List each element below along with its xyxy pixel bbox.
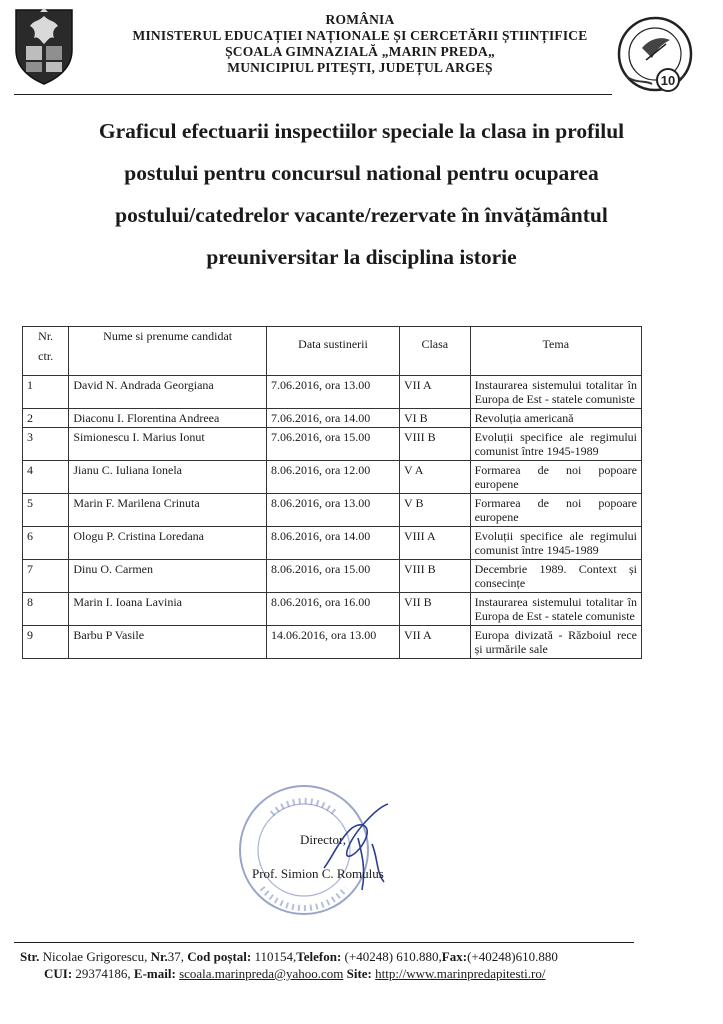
footer-fax-label: Fax: <box>441 949 468 964</box>
footer-contact <box>20 948 710 982</box>
header-class <box>400 327 471 376</box>
cell-name: Jianu C. Iuliana Ionela <box>69 461 267 494</box>
footer-cui: 29374186, <box>72 966 134 981</box>
cell-class: VII A <box>400 376 471 409</box>
cell-nr: 6 <box>23 527 69 560</box>
footer-postal-label: Cod poștal: <box>187 949 252 964</box>
cell-date: 8.06.2016, ora 13.00 <box>266 494 399 527</box>
footer-street-label: Str. <box>20 949 40 964</box>
footer-line-2 <box>20 965 710 982</box>
header-name <box>69 327 267 376</box>
table-row <box>23 461 642 494</box>
header-date <box>266 327 399 376</box>
cell-class: VII A <box>400 626 471 659</box>
cell-tema: Evoluții specifice ale regimului comunist între 1945-1989 <box>470 428 641 461</box>
header-tema-label: Tema <box>542 337 570 351</box>
cell-nr: 4 <box>23 461 69 494</box>
header-nr <box>23 327 69 376</box>
institution-header <box>100 12 620 76</box>
cell-date: 8.06.2016, ora 15.00 <box>266 560 399 593</box>
header-divider <box>14 94 612 95</box>
footer-line-1 <box>20 948 710 965</box>
cell-date: 7.06.2016, ora 15.00 <box>266 428 399 461</box>
header-name-label: Nume si prenume candidat <box>103 329 233 343</box>
cell-class: VII B <box>400 593 471 626</box>
cell-tema: Decembrie 1989. Context și consecințe <box>470 560 641 593</box>
cell-date: 8.06.2016, ora 16.00 <box>266 593 399 626</box>
footer-site-label: Site: <box>346 966 372 981</box>
footer-email-label: E-mail: <box>133 966 176 981</box>
cell-tema: Evoluții specifice ale regimului comunist între 1945-1989 <box>470 527 641 560</box>
footer-cui-label: CUI: <box>44 966 73 981</box>
cell-nr: 8 <box>23 593 69 626</box>
title-line-1: Graficul efectuarii inspectiilor speciale la clasa in profilul <box>98 119 625 143</box>
cell-nr: 5 <box>23 494 69 527</box>
inspection-schedule-table <box>22 326 642 659</box>
table-body <box>23 376 642 659</box>
header-nr-line1: Nr. <box>38 329 54 343</box>
footer-email-link[interactable]: scoala.marinpreda@yahoo.com <box>179 966 344 981</box>
table-row <box>23 376 642 409</box>
footer-divider <box>14 942 634 943</box>
cell-date: 7.06.2016, ora 14.00 <box>266 409 399 428</box>
cell-class: VIII A <box>400 527 471 560</box>
cell-name: Diaconu I. Florentina Andreea <box>69 409 267 428</box>
cell-name: Barbu P Vasile <box>69 626 267 659</box>
table-row <box>23 409 642 428</box>
cell-class: VIII B <box>400 560 471 593</box>
footer-nr: 37, <box>167 949 188 964</box>
cell-date: 7.06.2016, ora 13.00 <box>266 376 399 409</box>
cell-tema: Formarea de noi popoare europene <box>470 494 641 527</box>
header-class-label: Clasa <box>421 337 449 351</box>
footer-phone: (+40248) 610.880, <box>341 949 442 964</box>
footer-nr-label: Nr. <box>150 949 168 964</box>
cell-date: 8.06.2016, ora 14.00 <box>266 527 399 560</box>
cell-tema: Instaurarea sistemului totalitar în Europa de Est - statele comuniste <box>470 593 641 626</box>
cell-class: VIII B <box>400 428 471 461</box>
cell-class: V B <box>400 494 471 527</box>
cell-date: 8.06.2016, ora 12.00 <box>266 461 399 494</box>
cell-nr: 9 <box>23 626 69 659</box>
cell-name: David N. Andrada Georgiana <box>69 376 267 409</box>
title-line-3: postului/catedrelor vacante/rezervate în învățământul <box>115 203 608 227</box>
table-row <box>23 428 642 461</box>
table-row <box>23 527 642 560</box>
cell-name: Simionescu I. Marius Ionut <box>69 428 267 461</box>
romania-coat-of-arms-icon <box>12 6 76 86</box>
title-line-4: preuniversitar la disciplina istorie <box>206 245 517 269</box>
cell-nr: 7 <box>23 560 69 593</box>
cell-nr: 1 <box>23 376 69 409</box>
logo-number: 10 <box>660 73 676 88</box>
document-title <box>20 110 703 278</box>
cell-date: 14.06.2016, ora 13.00 <box>266 626 399 659</box>
cell-tema: Instaurarea sistemului totalitar în Europa de Est - statele comuniste <box>470 376 641 409</box>
header-tema <box>470 327 641 376</box>
header-date-label: Data sustinerii <box>298 337 368 351</box>
cell-name: Ologu P. Cristina Loredana <box>69 527 267 560</box>
cell-class: VI B <box>400 409 471 428</box>
header-municipality: MUNICIPIUL PITEȘTI, JUDEȚUL ARGEȘ <box>227 60 493 75</box>
table-row <box>23 626 642 659</box>
table-row <box>23 494 642 527</box>
footer-phone-label: Telefon: <box>296 949 342 964</box>
cell-name: Marin F. Marilena Crinuta <box>69 494 267 527</box>
school-logo-icon <box>612 14 698 98</box>
cell-nr: 2 <box>23 409 69 428</box>
table-row <box>23 593 642 626</box>
footer-street: Nicolae Grigorescu, <box>39 949 151 964</box>
footer-postal: 110154, <box>251 949 297 964</box>
cell-tema: Europa divizată - Războiul rece și urmările sale <box>470 626 641 659</box>
cell-tema: Revoluția americană <box>470 409 641 428</box>
header-ministry: MINISTERUL EDUCAȚIEI NAȚIONALE ȘI CERCETĂRII ȘTIINȚIFICE <box>132 28 588 43</box>
cell-name: Marin I. Ioana Lavinia <box>69 593 267 626</box>
title-line-2: postului pentru concursul national pentru ocuparea <box>124 161 599 185</box>
header-school: ȘCOALA GIMNAZIALĂ „MARIN PREDA„ <box>225 44 495 59</box>
footer-site-link[interactable]: http://www.marinpredapitesti.ro/ <box>375 966 546 981</box>
cell-class: V A <box>400 461 471 494</box>
director-role: Director, <box>300 832 347 847</box>
cell-nr: 3 <box>23 428 69 461</box>
footer-fax: (+40248)610.880 <box>467 949 558 964</box>
director-name: Prof. Simion C. Romulus <box>252 866 384 881</box>
cell-name: Dinu O. Carmen <box>69 560 267 593</box>
header-nr-line2: ctr. <box>38 349 54 363</box>
header-country: ROMÂNIA <box>325 12 395 27</box>
cell-tema: Formarea de noi popoare europene <box>470 461 641 494</box>
table-header-row <box>23 327 642 376</box>
table-row <box>23 560 642 593</box>
